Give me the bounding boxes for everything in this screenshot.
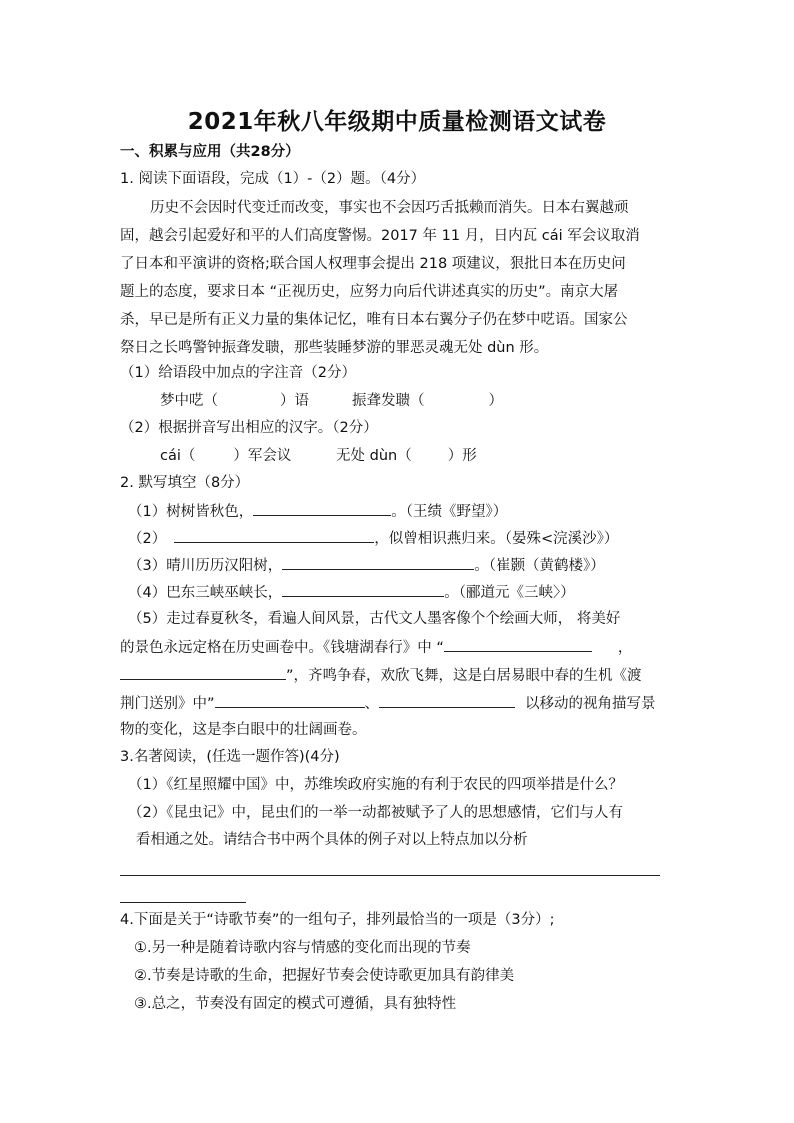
fill-line-5-cont: 物的变化，这是李白眼中的壮阔画卷。 bbox=[120, 722, 367, 738]
question-3-stem: 3.名著阅读，(任选一题作答)(4分) bbox=[120, 749, 340, 765]
item-text: （4）巴东三峡巫峡长， bbox=[128, 585, 283, 601]
answer-blank[interactable] bbox=[253, 500, 391, 516]
sub-question-2: （2）根据拼音写出相应的汉字。（2分） bbox=[120, 420, 378, 436]
answer-line[interactable] bbox=[120, 902, 246, 903]
item-text: 以移动的视角描写景 bbox=[525, 696, 656, 712]
item-text: ，似曾相识燕归来。（晏殊<浣溪沙》） bbox=[374, 531, 619, 547]
item-text: ）语 bbox=[280, 393, 309, 409]
item-text: （3）晴川历历汉阳树， bbox=[128, 558, 283, 574]
question-4-stem: 4.下面是关于“诗歌节奏”的一组句子，排列最恰当的一项是（3分）; bbox=[120, 912, 555, 928]
item-text: 无处 dùn（ bbox=[336, 448, 412, 464]
answer-blank[interactable] bbox=[174, 527, 374, 543]
item-text: 的景色永远定格在历史画卷中。《钱塘湖春行》中 “ bbox=[120, 640, 444, 656]
item-text: 振聋发聩（ bbox=[352, 393, 425, 409]
fill-line-4 bbox=[128, 581, 575, 604]
question-3-option-2-cont: 看相通之处。请结合书中两个具体的例子对以上特点加以分析 bbox=[136, 832, 528, 848]
pinyin-item-2 bbox=[352, 390, 503, 412]
answer-blank[interactable] bbox=[379, 692, 515, 708]
answer-blank[interactable] bbox=[444, 636, 592, 652]
answer-blank[interactable] bbox=[282, 581, 444, 597]
fill-line-5-cont bbox=[120, 692, 656, 715]
item-text: cái（ bbox=[160, 448, 196, 464]
char-item-1 bbox=[160, 445, 291, 467]
question-3-option-1: （1）《红星照耀中国》中，苏维埃政府实施的有利于农民的四项举措是什么？ bbox=[128, 777, 623, 793]
passage-line: 历史不会因时代变迁而改变，事实也不会因巧舌抵赖而消失。日本右翼越顽 bbox=[150, 200, 629, 216]
item-text: ， bbox=[617, 640, 633, 656]
item-text: 梦中呓（ bbox=[160, 393, 218, 409]
passage-line: 题上的态度，要求日本 “正视历史，应努力向后代讲述真实的历史”。南京大屠 bbox=[120, 284, 619, 300]
fill-line-5-cont bbox=[120, 636, 632, 659]
passage-line: 固，越会引起爱好和平的人们高度警惕。2017 年 11 月，日内瓦 cái 军会议取消 bbox=[120, 228, 640, 244]
passage-line: 了日本和平演讲的资格;联合国人权理事会提出 218 项建议，狠批日本在历史问 bbox=[120, 256, 626, 272]
item-text: ”，齐鸣争春，欢欣飞舞，这是白居易眼中春的生机《渡 bbox=[286, 668, 642, 684]
section-heading: 一、积累与应用（共28分） bbox=[120, 144, 300, 160]
question-3-option-2: （2）《昆虫记》中，昆虫们的一举一动都被赋予了人的思想感情，它们与人有 bbox=[128, 805, 623, 821]
fill-line-5: （5）走过春夏秋冬，看遍人间风景，古代文人墨客像个个绘画大师， 将美好 bbox=[128, 611, 621, 627]
item-text: 。（王绩《野望》） bbox=[391, 504, 508, 520]
question-2-stem: 2. 默写填空（8分） bbox=[120, 475, 250, 491]
item-text: 。（郦道元《三峡〉） bbox=[444, 585, 575, 601]
item-text: 荆门送别》中” bbox=[120, 696, 215, 712]
fill-line-1 bbox=[128, 500, 507, 523]
pinyin-item-1 bbox=[160, 390, 309, 412]
question-4-item: ②.节奏是诗歌的生命，把握好节奏会使诗歌更加具有韵律美 bbox=[134, 968, 515, 984]
fill-line-3 bbox=[128, 554, 605, 577]
page-title: 2021年秋八年级期中质量检测语文试卷 bbox=[187, 109, 607, 135]
fill-line-5-cont bbox=[120, 664, 642, 687]
item-text: ） bbox=[488, 393, 503, 409]
item-text: （1）树树皆秋色， bbox=[128, 504, 254, 520]
sub-question-1: （1）给语段中加点的字注音（2分） bbox=[120, 365, 356, 381]
item-text: 。（崔颢（黄鹤楼》） bbox=[474, 558, 605, 574]
passage-line: 祭日之长鸣警钟振聋发聩，那些装睡梦游的罪恶灵魂无处 dùn 形。 bbox=[120, 340, 549, 356]
answer-line[interactable] bbox=[120, 875, 660, 876]
item-text: ）军会议 bbox=[233, 448, 292, 464]
question-4-item: ①.另一种是随着诗歌内容与情感的变化而出现的节奏 bbox=[134, 940, 471, 956]
answer-blank[interactable] bbox=[120, 664, 286, 680]
item-text: 、 bbox=[364, 696, 380, 712]
answer-blank[interactable] bbox=[215, 692, 365, 708]
question-1-stem: 1. 阅读下面语段，完成（1）-（2）题。（4分） bbox=[120, 171, 426, 187]
question-4-item: ③.总之，节奏没有固定的模式可遵循，具有独特性 bbox=[134, 996, 457, 1012]
answer-blank[interactable] bbox=[282, 554, 474, 570]
passage-line: 杀，早已是所有正义力量的集体记忆，唯有日本右翼分子仍在梦中呓语。国家公 bbox=[120, 312, 628, 328]
item-text: ）形 bbox=[447, 448, 477, 464]
fill-line-2 bbox=[128, 527, 618, 550]
item-text: （2） bbox=[128, 531, 167, 547]
char-item-2 bbox=[336, 445, 477, 467]
